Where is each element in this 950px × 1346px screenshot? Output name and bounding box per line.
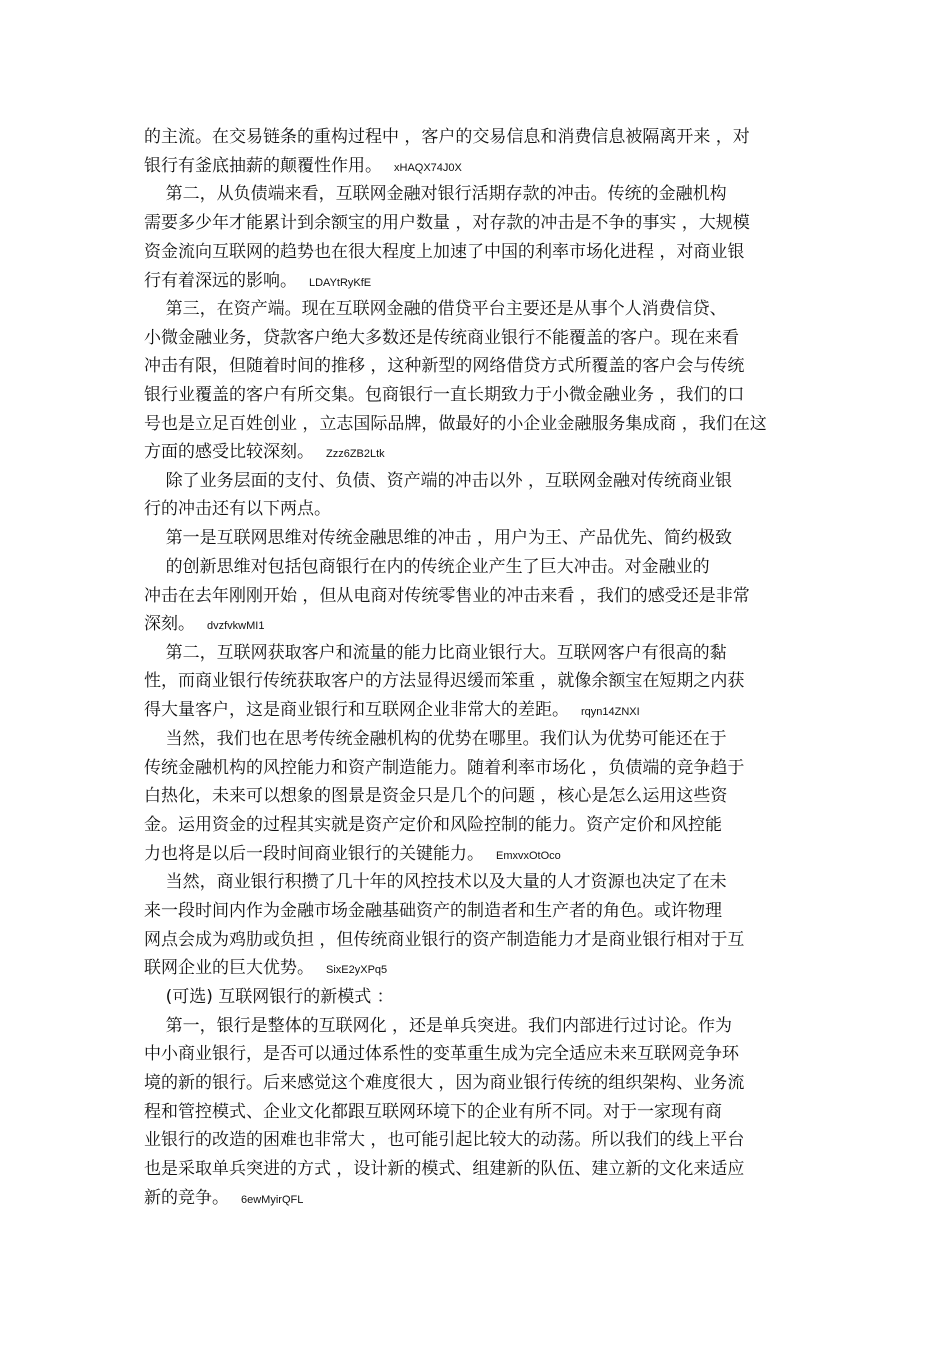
body-text-line <box>144 183 727 205</box>
body-text-line <box>144 441 385 465</box>
body-text-line <box>144 355 744 377</box>
body-text-line <box>144 470 732 492</box>
body-text-line <box>144 384 744 406</box>
body-text-line <box>144 814 722 836</box>
line-text: 第二，从负债端来看，互联网金融对银行活期存款的冲击。传统的金融机构 <box>144 184 727 204</box>
body-text-line <box>144 212 750 234</box>
line-text: 的创新思维对包括包商银行在内的传统企业产生了巨大冲击。对金融业的 <box>144 557 710 577</box>
watermark-code: Zzz6ZB2Ltk <box>326 448 385 460</box>
line-text: 来一段时间内作为金融市场金融基础资产的制造者和生产者的角色。或许物理 <box>144 901 722 921</box>
body-text-line <box>144 298 727 320</box>
line-text: 境的新的银行。后来感觉这个难度很大 ，因为商业银行传统的组织架构、业务流 <box>144 1073 745 1093</box>
line-text: 银行有釜底抽薪的颠覆性作用。 <box>144 156 382 176</box>
body-text-line <box>144 556 710 578</box>
line-text: 网点会成为鸡肋或负担 ，但传统商业银行的资产制造能力才是商业银行相对于互 <box>144 930 745 950</box>
body-text-line <box>144 327 739 349</box>
body-text-line <box>144 1072 744 1094</box>
body-text-line <box>144 1101 722 1123</box>
line-text: 业银行的改造的困难也非常大 ，也可能引起比较大的动荡。所以我们的线上平台 <box>144 1130 745 1150</box>
body-text-line <box>144 986 394 1008</box>
body-text-line <box>144 757 744 779</box>
watermark-code: rqyn14ZNXI <box>581 706 640 718</box>
line-text: 金。运用资金的过程其实就是资产定价和风险控制的能力。资产定价和风控能 <box>144 815 722 835</box>
line-text: 当然，我们也在思考传统金融机构的优势在哪里。我们认为优势可能还在于 <box>144 729 727 749</box>
body-text-line <box>144 270 371 294</box>
line-text: 方面的感受比较深刻。 <box>144 442 314 462</box>
line-text: 的主流。在交易链条的重构过程中 ，客户的交易信息和消费信息被隔离开来 ，对 <box>144 127 750 147</box>
line-text: 号也是立足百姓创业 ，立志国际品牌，做最好的小企业金融服务集成商 ，我们在这 <box>144 414 767 434</box>
body-text-line <box>144 843 561 867</box>
body-text-line <box>144 498 331 520</box>
line-text: 除了业务层面的支付、负债、资产端的冲击以外 ，互联网金融对传统商业银 <box>144 471 733 491</box>
watermark-code: xHAQX74J0X <box>394 162 462 174</box>
line-text: 新的竞争。 <box>144 1188 229 1208</box>
body-text-line <box>144 155 462 179</box>
body-text-line <box>144 241 744 263</box>
body-text-line <box>144 585 750 607</box>
body-text-line <box>144 1015 732 1037</box>
line-text: 小微金融业务，贷款客户绝大多数还是传统商业银行不能覆盖的客户。现在来看 <box>144 328 739 348</box>
line-text: 当然，商业银行积攒了几十年的风控技术以及大量的人才资源也决定了在未 <box>144 872 727 892</box>
line-text: 行有着深远的影响。 <box>144 271 297 291</box>
watermark-code: EmxvxOtOco <box>496 850 561 862</box>
line-text: 联网企业的巨大优势。 <box>144 958 314 978</box>
body-text-line <box>144 1187 303 1211</box>
body-text-line <box>144 900 722 922</box>
line-text: 深刻。 <box>144 614 195 634</box>
line-text: 需要多少年才能累计到余额宝的用户数量 ，对存款的冲击是不争的事实 ，大规模 <box>144 213 750 233</box>
body-text-line <box>144 527 732 549</box>
body-text-line <box>144 413 767 435</box>
line-text: 程和管控模式、企业文化都跟互联网环境下的企业有所不同。对于一家现有商 <box>144 1102 722 1122</box>
body-text-line <box>144 613 264 637</box>
body-text-line <box>144 929 744 951</box>
line-text: 性，而商业银行传统获取客户的方法显得迟缓而笨重 ，就像余额宝在短期之内获 <box>144 671 745 691</box>
body-text-line <box>144 126 750 148</box>
line-text: 白热化，未来可以想象的图景是资金只是几个的问题 ，核心是怎么运用这些资 <box>144 786 728 806</box>
line-text: 第一是互联网思维对传统金融思维的冲击 ，用户为王、产品优先、简约极致 <box>144 528 733 548</box>
body-text-line <box>144 1158 744 1180</box>
line-text: 力也将是以后一段时间商业银行的关键能力。 <box>144 844 484 864</box>
line-text: 第一，银行是整体的互联网化 ，还是单兵突进。我们内部进行过讨论。作为 <box>144 1016 733 1036</box>
line-text: 中小商业银行，是否可以通过体系性的变革重生成为完全适应未来互联网竞争环 <box>144 1044 739 1064</box>
line-text: 冲击在去年刚刚开始 ，但从电商对传统零售业的冲击来看 ，我们的感受还是非常 <box>144 586 750 606</box>
watermark-code: SixE2yXPq5 <box>326 964 388 976</box>
line-text: 资金流向互联网的趋势也在很大程度上加速了中国的利率市场化进程 ，对商业银 <box>144 242 745 262</box>
line-text: 第二，互联网获取客户和流量的能力比商业银行大。互联网客户有很高的黏 <box>144 643 727 663</box>
line-text: (可选) 互联网银行的新模式 ： <box>144 987 394 1007</box>
line-text: 银行业覆盖的客户有所交集。包商银行一直长期致力于小微金融业务 ，我们的口 <box>144 385 745 405</box>
watermark-code: 6ewMyirQFL <box>241 1194 304 1206</box>
body-text-line <box>144 670 744 692</box>
watermark-code: dvzfvkwMI1 <box>207 620 265 632</box>
body-text-line <box>144 1129 744 1151</box>
body-text-line <box>144 957 387 981</box>
body-text-line <box>144 699 640 723</box>
body-text-line <box>144 1043 739 1065</box>
line-text: 得大量客户，这是商业银行和互联网企业非常大的差距。 <box>144 700 569 720</box>
line-text: 传统金融机构的风控能力和资产制造能力。随着利率市场化 ，负债端的竞争趋于 <box>144 758 745 778</box>
body-text-line <box>144 785 727 807</box>
line-text: 第三，在资产端。现在互联网金融的借贷平台主要还是从事个人消费信贷、 <box>144 299 727 319</box>
line-text: 行的冲击还有以下两点。 <box>144 499 331 519</box>
body-text-line <box>144 871 727 893</box>
line-text: 冲击有限，但随着时间的推移 ，这种新型的网络借贷方式所覆盖的客户会与传统 <box>144 356 745 376</box>
body-text-line <box>144 728 727 750</box>
watermark-code: LDAYtRyKfE <box>309 277 372 289</box>
body-text-line <box>144 642 727 664</box>
line-text: 也是采取单兵突进的方式 ，设计新的模式、组建新的队伍、建立新的文化来适应 <box>144 1159 745 1179</box>
